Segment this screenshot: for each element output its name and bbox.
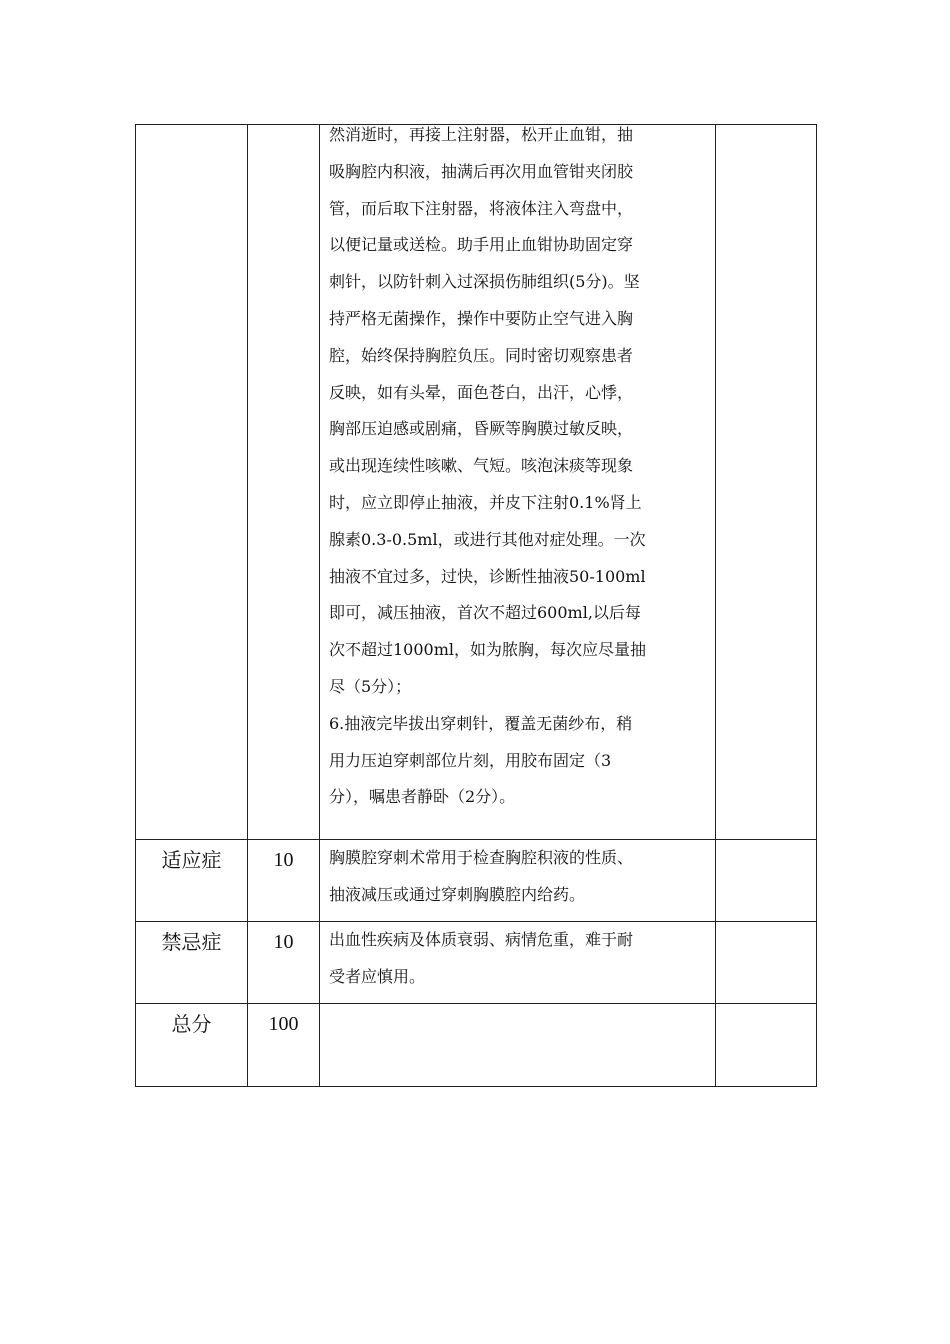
category-cell: 适应症	[136, 840, 248, 922]
scoring-table	[135, 124, 817, 1087]
remark-cell	[716, 922, 817, 1004]
text-line: 时，应立即停止抽液，并皮下注射0.1%肾上	[329, 492, 642, 512]
content-cell	[320, 840, 716, 922]
text-line: 用力压迫穿刺部位片刻，用胶布固定（3	[329, 750, 612, 770]
text-line: 腺素0.3-0.5ml，或进行其他对症处理。一次	[329, 529, 646, 549]
remark-cell	[716, 125, 817, 840]
text-line: 抽液减压或通过穿刺胸膜腔内给药。	[329, 884, 586, 904]
text-line: 然消逝时，再接上注射器，松开止血钳，抽	[329, 125, 634, 144]
category-cell: 禁忌症	[136, 922, 248, 1004]
text-line: 反映，如有头晕，面色苍白，出汗，心悸，	[329, 382, 634, 402]
content-cell	[320, 922, 716, 1004]
table-row-total	[136, 1004, 817, 1087]
table-row-indications	[136, 840, 817, 922]
table-row-continuation	[136, 125, 817, 840]
table-row-contraindications	[136, 922, 817, 1004]
text-line: 次不超过1000ml，如为脓胸，每次应尽量抽	[329, 640, 647, 660]
text-line: 胸部压迫感或剧痛，昏厥等胸膜过敏反映，	[329, 419, 634, 439]
text-line: 6.抽液完毕拔出穿刺针，覆盖无菌纱布，稍	[329, 713, 633, 733]
score-cell: 10	[248, 840, 320, 922]
text-line: 出血性疾病及体质衰弱、病情危重，难于耐	[329, 930, 634, 949]
text-line: 吸胸腔内积液，抽满后再次用血管钳夹闭胶	[329, 161, 634, 181]
text-line: 分），嘱患者静卧（2分）。	[329, 787, 516, 807]
text-line: 尽（5分）；	[329, 676, 412, 696]
score-cell: 100	[248, 1004, 320, 1087]
text-line: 即可，减压抽液，首次不超过600ml,以后每	[329, 603, 641, 623]
text-line: 抽液不宜过多，过快，诊断性抽液50-100ml	[329, 566, 646, 586]
text-line: 管，而后取下注射器，将液体注入弯盘中，	[329, 198, 634, 218]
score-cell: 10	[248, 922, 320, 1004]
text-line: 胸膜腔穿刺术常用于检查胸腔积液的性质、	[329, 848, 634, 867]
category-cell: 总分	[136, 1004, 248, 1087]
remark-cell	[716, 840, 817, 922]
text-line: 持严格无菌操作，操作中要防止空气进入胸	[329, 308, 634, 328]
score-cell	[248, 125, 320, 840]
text-line: 刺针，以防针刺入过深损伤肺组织(5分)。坚	[329, 272, 640, 292]
content-cell	[320, 125, 716, 840]
category-cell	[136, 125, 248, 840]
text-line: 以便记量或送检。助手用止血钳协助固定穿	[329, 235, 634, 255]
content-cell	[320, 1004, 716, 1087]
remark-cell	[716, 1004, 817, 1087]
text-line: 腔，始终保持胸腔负压。同时密切观察患者	[329, 345, 634, 365]
text-line: 受者应慎用。	[329, 966, 426, 986]
text-line: 或出现连续性咳嗽、气短。咳泡沫痰等现象	[329, 456, 634, 476]
